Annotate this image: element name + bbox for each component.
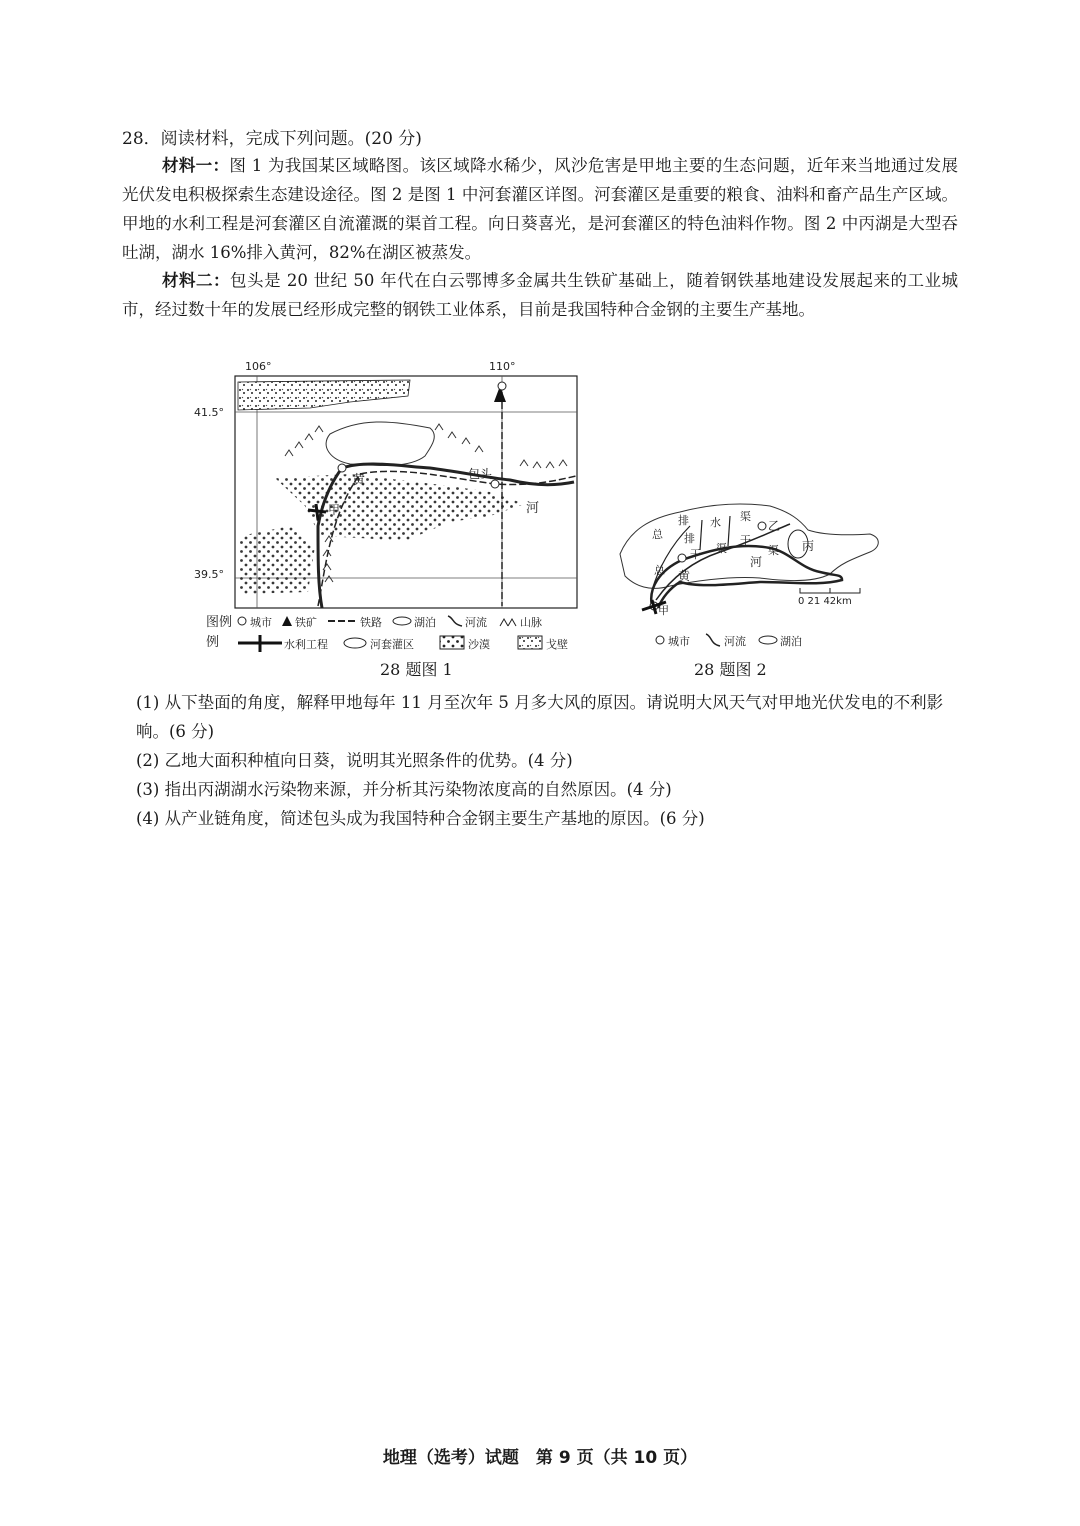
figure-2-caption: 28 题图 2 (694, 660, 767, 679)
legend-irrigation-area-icon (344, 638, 366, 648)
material-one-text: 图 1 为我国某区域略图。该区域降水稀少，风沙危害是甲地主要的生态问题，近年来当地通过发展光伏发电积极探索生态建设途径。图 2 是图 1 中河套灌区详图。河套灌区是重要的粮食、油料和畜产品生产区域。甲地的水利工程是河套灌区自流灌溉的渠首工程。向日葵喜光，是河套灌区的特色油料作物。图 2 中丙湖是大型吞吐湖，湖水 16%排入黄河，82%在湖区被蒸发。 (122, 156, 959, 262)
label-jia-2: 甲 (658, 604, 669, 617)
lon-label-106: 106° (245, 360, 272, 373)
legend-title-2: 例 (206, 635, 220, 650)
question-title: 28．阅读材料，完成下列问题。(20 分) (122, 129, 422, 149)
city-marker-baotou (491, 480, 499, 488)
legend-city-label: 城市 (250, 616, 272, 629)
legend-gobi-label: 戈壁 (546, 638, 568, 651)
canal-label-2a: 总 (652, 528, 663, 541)
legend-mountain-icon (500, 619, 516, 626)
material-one-lead: 材料一： (162, 156, 230, 175)
figure-1-legend (206, 615, 568, 652)
label-he: 河 (526, 501, 540, 516)
legend-iron-mine-label: 铁矿 (295, 616, 317, 629)
legend-railway-label: 铁路 (360, 616, 382, 629)
legend-mountain-label: 山脉 (520, 616, 542, 629)
legend-lake-label: 湖泊 (414, 616, 436, 629)
canal-label-1b: 水 (710, 516, 721, 529)
scale-label: 0 21 42km (798, 596, 852, 607)
legend-gobi-icon (518, 636, 542, 649)
legend-water-project-icon (238, 635, 282, 652)
sub-question-4: (4) 从产业链角度，简述包头成为我国特种合金钢主要生产基地的原因。(6 分) (136, 809, 705, 828)
legend-irrigation-area-label: 河套灌区 (370, 638, 414, 651)
figure-2-map (590, 490, 890, 660)
legend2-lake-icon (759, 636, 777, 644)
figure-1-caption: 28 题图 1 (380, 660, 453, 679)
canal-label-3a: 总 (654, 564, 665, 577)
city-marker-fig2-a (678, 554, 686, 562)
figure-1-map (190, 356, 610, 658)
material-two (122, 266, 958, 324)
legend-river-icon (448, 616, 462, 626)
legend-desert-icon (440, 636, 464, 649)
page-footer: 地理（选考）试题 第 9 页（共 10 页） (382, 1448, 698, 1468)
legend-iron-mine-icon (282, 616, 292, 626)
sub-question-2: (2) 乙地大面积种植向日葵，说明其光照条件的优势。(4 分) (136, 751, 573, 770)
legend2-city-icon (656, 636, 664, 644)
city-marker-yi (758, 522, 766, 530)
city-marker-west (338, 464, 346, 472)
canal-label-1a: 排 (678, 514, 689, 527)
figure-2 (590, 490, 890, 660)
legend2-city-label: 城市 (668, 635, 690, 648)
legend-title-1: 图例 (206, 615, 233, 630)
sub-question-1: (1) 从下垫面的角度，解释甲地每年 11 月至次年 5 月多大风的原因。请说明大风天气对甲地光伏发电的不利影响。(6 分) (136, 693, 944, 741)
scale-bar (800, 588, 860, 593)
label-jia: 甲 (328, 503, 341, 517)
sub-question-3: (3) 指出丙湖湖水污染物来源，并分析其污染物浓度高的自然原因。(4 分) (136, 780, 672, 799)
canal-label-1c: 渠 (740, 510, 751, 523)
legend-water-project-label: 水利工程 (284, 638, 328, 651)
legend-lake-icon (393, 617, 411, 625)
legend2-river-label: 河流 (724, 635, 746, 648)
label-baotou: 包头 (468, 467, 493, 481)
material-two-text: 包头是 20 世纪 50 年代在白云鄂博多金属共生铁矿基础上，随着钢铁基地建设发展起来的工业城市，经过数十年的发展已经形成完整的钢铁工业体系，目前是我国特种合金钢的主要生产基地。 (122, 271, 958, 319)
label-bing: 丙 (802, 539, 815, 553)
figure-1 (190, 356, 610, 658)
canal-label-2c: 干 (740, 534, 751, 547)
label-huang: 黄 (352, 473, 366, 488)
lon-label-110: 110° (489, 360, 516, 373)
legend-river-label: 河流 (465, 616, 487, 629)
lat-label-41-5: 41.5° (194, 406, 224, 419)
canal-label-2b: 排 (684, 532, 695, 545)
lat-label-39-5: 39.5° (194, 568, 224, 581)
legend-city-icon (238, 617, 246, 625)
label-he-2: 河 (750, 555, 763, 569)
label-huang-2: 黄 (678, 569, 691, 583)
mine-city-marker (498, 382, 506, 390)
canal-label-2d: 渠 (768, 544, 779, 557)
material-two-lead: 材料二： (162, 271, 231, 290)
canal-label-3b: 干 (690, 548, 701, 561)
legend2-river-icon (706, 634, 720, 646)
irrigation-area (326, 422, 434, 466)
canal-label-3c: 渠 (716, 542, 727, 555)
legend-desert-label: 沙漠 (468, 638, 490, 651)
label-yi: 乙 (768, 519, 781, 533)
legend2-lake-label: 湖泊 (780, 635, 802, 648)
material-one (122, 151, 958, 267)
